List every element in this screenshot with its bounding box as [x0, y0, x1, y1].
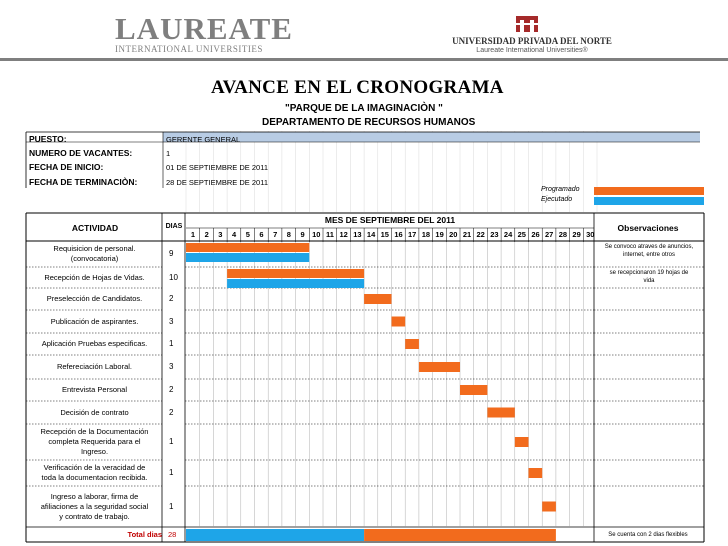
- total-label: Total dias: [127, 530, 162, 539]
- activity-name: [28, 362, 161, 372]
- programado-bar: [392, 317, 406, 327]
- activity-line: afiliaciones a la seguridad social: [40, 501, 149, 511]
- puesto-highlight: [163, 132, 700, 142]
- department-title: DEPARTAMENTO DE RECURSOS HUMANOS: [262, 117, 476, 128]
- page-title: AVANCE EN EL CRONOGRAMA: [211, 77, 504, 98]
- legend-programado-swatch: [594, 187, 704, 195]
- upn-logo-sub: Laureate International Universities®: [476, 47, 588, 54]
- activity-duration: 2: [169, 294, 174, 303]
- day-number: 25: [517, 230, 526, 239]
- total-ejecutado-bar: [186, 529, 364, 541]
- programado-bar: [529, 468, 543, 478]
- programado-bar: [515, 437, 529, 447]
- ejecutado-bar: [227, 279, 364, 288]
- total-observation: Se cuenta con 2 dias flexibles: [608, 532, 688, 538]
- observation-line: se recepcionaron 19 hojas de: [609, 270, 689, 276]
- activity-line: completa Requerida para el: [48, 437, 141, 446]
- day-number: 28: [558, 230, 568, 239]
- legend-programado-label: Programado: [541, 186, 580, 193]
- day-number: 23: [490, 230, 499, 239]
- programado-bar: [227, 269, 364, 278]
- col-header-observaciones: Observaciones: [617, 223, 679, 233]
- activity-line: y contrato de trabajo.: [59, 511, 130, 521]
- laureate-logo-name: LAUREATE: [115, 11, 293, 46]
- day-number: 20: [449, 230, 458, 239]
- programado-bar: [460, 385, 487, 395]
- day-number: 16: [394, 230, 403, 239]
- observation-line: vida: [643, 278, 655, 284]
- vacantes-value: 1: [166, 149, 171, 158]
- activity-line: Entrevista Personal: [61, 385, 128, 394]
- activity-line: Refereciación Laboral.: [56, 362, 133, 371]
- activity-duration: 1: [169, 437, 174, 446]
- day-number: 6: [259, 230, 264, 239]
- activity-duration: 3: [169, 362, 174, 371]
- activity-line: (convocatoria): [70, 254, 119, 263]
- day-number: 30: [586, 230, 595, 239]
- activity-duration: 1: [169, 501, 174, 511]
- day-number: 11: [326, 230, 334, 239]
- activity-line: Recepción de la Documentación: [40, 427, 149, 436]
- activity-name: [28, 244, 161, 264]
- upn-logo-name: UNIVERSIDAD PRIVADA DEL NORTE: [452, 36, 612, 46]
- day-number: 9: [300, 230, 305, 239]
- activity-line: Preselección de Candidatos.: [46, 294, 143, 303]
- activity-duration: 3: [169, 316, 174, 326]
- day-number: 26: [531, 230, 540, 239]
- col-header-actividad: ACTIVIDAD: [71, 223, 119, 233]
- activity-name: [28, 408, 161, 418]
- col-header-dias: DIAS: [165, 223, 183, 230]
- programado-bar: [542, 502, 556, 512]
- activity-duration: 10: [169, 272, 178, 282]
- day-number: 8: [286, 230, 291, 239]
- programado-bar: [186, 243, 309, 252]
- activity-line: Ingreso a laborar, firma de: [50, 491, 139, 501]
- day-number: 14: [366, 230, 376, 239]
- day-number: 27: [545, 230, 554, 239]
- vacantes-label: NUMERO DE VACANTES:: [29, 148, 133, 158]
- activity-name: [28, 427, 161, 457]
- day-number: 18: [421, 230, 431, 239]
- programado-bar: [419, 362, 460, 372]
- activity-duration: 9: [169, 249, 174, 258]
- activity-line: Verificación de la veracidad de: [43, 463, 146, 472]
- day-number: 3: [218, 230, 223, 239]
- day-number: 15: [380, 230, 389, 239]
- observation-line: Se convoco atraves de anuncios,: [604, 244, 694, 250]
- day-number: 2: [204, 230, 209, 239]
- day-number: 24: [503, 230, 513, 239]
- observation-line: internet, entre otros: [622, 252, 676, 258]
- programado-bar: [405, 339, 419, 349]
- fecha-termino-value: 28 DE SEPTIEMBRE DE 2011: [166, 178, 268, 187]
- fecha-inicio-value: 01 DE SEPTIEMBRE DE 2011: [166, 163, 268, 172]
- activity-name: [28, 273, 161, 283]
- day-number: 21: [462, 230, 472, 239]
- day-number: 13: [353, 230, 362, 239]
- activity-line: Decisión de contrato: [60, 407, 129, 417]
- day-number: 22: [476, 230, 485, 239]
- activity-duration: 1: [169, 339, 174, 348]
- day-number: 7: [273, 230, 278, 239]
- puesto-label: PUESTO:: [29, 134, 67, 144]
- day-number: 17: [408, 230, 417, 239]
- activity-name: [28, 385, 161, 395]
- activity-name: [28, 463, 161, 483]
- activity-line: Recepción de Hojas de Vidas.: [44, 272, 145, 282]
- activity-duration: 1: [169, 468, 174, 477]
- programado-bar: [487, 408, 514, 418]
- activity-line: Ingreso.: [80, 447, 109, 456]
- activity-line: Publicación de aspirantes.: [50, 316, 139, 326]
- puesto-value: GERENTE GENERAL: [166, 135, 241, 144]
- day-number: 4: [232, 230, 237, 239]
- day-number: 12: [339, 230, 348, 239]
- ejecutado-bar: [186, 253, 309, 262]
- total-value: 28: [168, 530, 177, 539]
- month-header: MES DE SEPTIEMBRE DEL 2011: [324, 215, 456, 225]
- laureate-logo-sub: INTERNATIONAL UNIVERSITIES: [115, 44, 263, 54]
- activity-observation: [596, 243, 702, 259]
- project-title: "PARQUE DE LA IMAGINACIÒN ": [285, 103, 443, 114]
- activity-line: Requisicion de personal.: [53, 244, 136, 253]
- day-number: 10: [312, 230, 321, 239]
- fecha-termino-label: FECHA DE TERMINACIÒN:: [29, 177, 138, 187]
- activity-name: [28, 492, 161, 522]
- day-number: 1: [190, 230, 196, 239]
- activity-line: toda la documentacion recibida.: [41, 473, 148, 482]
- fecha-inicio-label: FECHA DE INICIO:: [29, 162, 104, 172]
- day-number: 19: [435, 230, 444, 239]
- activity-duration: 2: [169, 407, 174, 417]
- total-programado-bar: [364, 529, 556, 541]
- activity-name: [28, 317, 161, 327]
- legend-ejecutado-label: Ejecutado: [541, 196, 573, 203]
- day-number: 5: [245, 230, 250, 239]
- legend-ejecutado-swatch: [594, 197, 704, 205]
- day-number: 29: [572, 230, 581, 239]
- activity-duration: 2: [169, 385, 174, 394]
- activity-name: [28, 294, 161, 304]
- activity-line: Aplicación Pruebas especificas.: [41, 339, 148, 348]
- activity-observation: [596, 269, 702, 285]
- activity-name: [28, 339, 161, 349]
- programado-bar: [364, 294, 391, 304]
